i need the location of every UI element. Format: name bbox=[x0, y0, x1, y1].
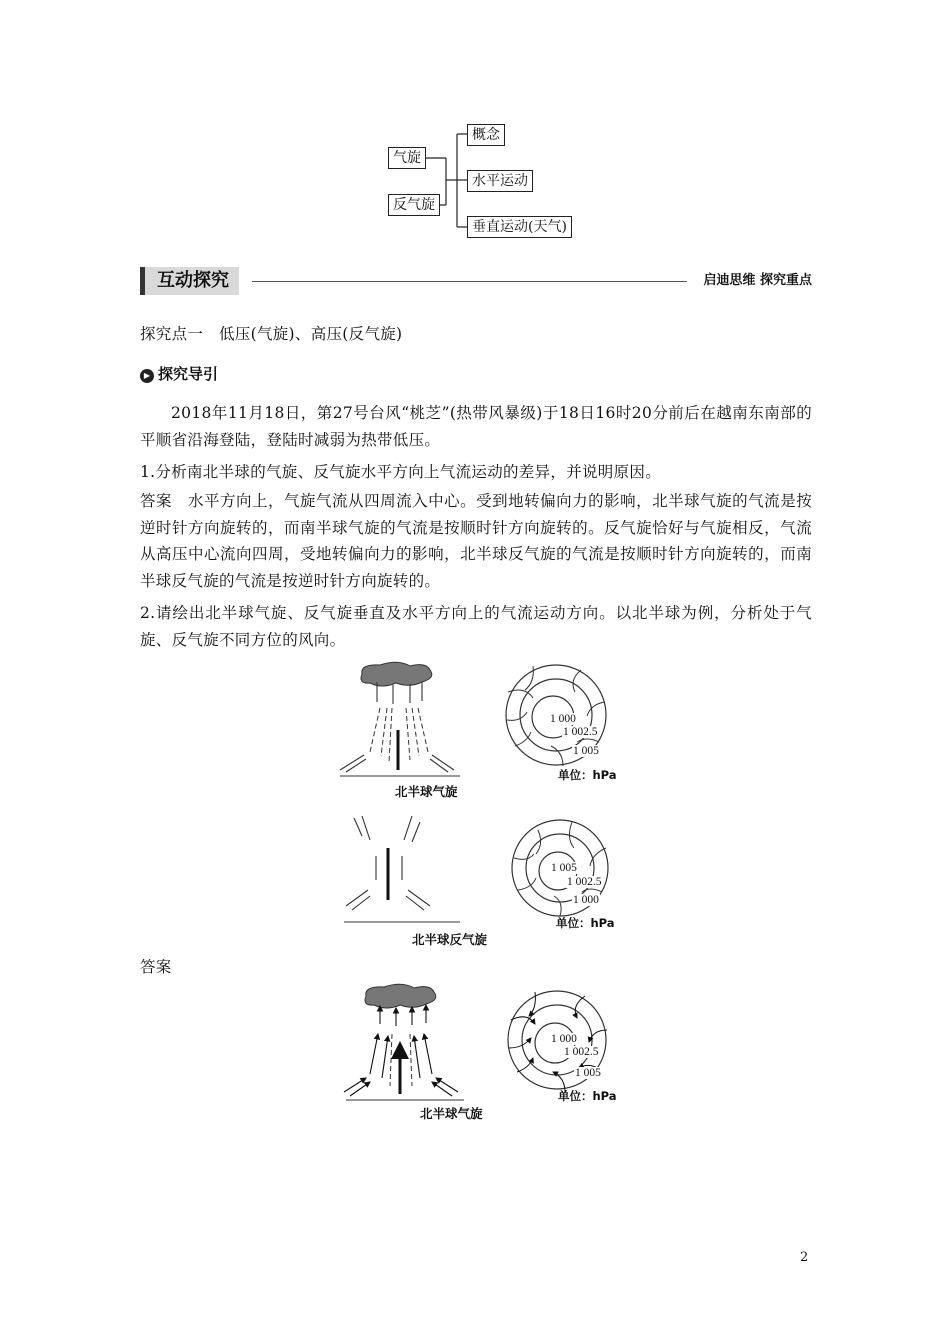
answer-isobar-label-outer: 1 005 bbox=[575, 1067, 601, 1079]
answer-caption: 北半球气旋 bbox=[420, 1106, 483, 1121]
concept-box-horizontal: 水平运动 bbox=[467, 170, 533, 192]
concept-box-concept: 概念 bbox=[467, 124, 505, 146]
intro-paragraph: 2018年11月18日，第27号台风“桃芝”(热带风暴级)于18日16时20分前后在越南东南部的平顺省沿海登陆，登陆时减弱为热带低压。 bbox=[140, 404, 812, 449]
anticyclone-isobar-label-inner: 1 005 bbox=[551, 862, 577, 874]
answer-cloud-shape bbox=[365, 984, 436, 1008]
cyclone-caption: 北半球气旋 bbox=[395, 784, 458, 799]
answer-1: 答案 水平方向上，气旋气流从四周流入中心。受到地转偏向力的影响，北半球气旋的气流是按逆时针方向旋转的，而南半球气旋的气流是按顺时针方向旋转的。反气旋恰好与气旋相反，气流从高压中心流向四周，受地转偏向力的影响，北半球反气旋的气流是按顺时针方向旋转的，而南半球反气旋的气流是按逆时针方向旋转的。 bbox=[140, 492, 812, 590]
answer-label: 答案 bbox=[140, 958, 172, 976]
anticyclone-vertical-diagram bbox=[340, 810, 470, 930]
question-1: 1.分析南北半球的气旋、反气旋水平方向上气流运动的差异，并说明原因。 bbox=[140, 463, 661, 481]
anticyclone-caption: 北半球反气旋 bbox=[412, 932, 488, 947]
concept-box-vertical: 垂直运动(天气) bbox=[467, 216, 572, 238]
guide-heading-label: 探究导引 bbox=[158, 365, 219, 383]
concept-box-cyclone: 气旋 bbox=[388, 147, 426, 169]
section-divider bbox=[252, 281, 687, 282]
page-number: 2 bbox=[800, 1250, 809, 1265]
section-title: 互动探究 bbox=[140, 267, 239, 295]
guide-heading bbox=[140, 364, 218, 384]
answer-unit-label: 单位：hPa bbox=[558, 1089, 617, 1103]
section-header bbox=[140, 267, 812, 295]
anticyclone-isobar-label-outer: 1 000 bbox=[573, 894, 599, 906]
section-subtitle: 启迪思维 探究重点 bbox=[703, 273, 812, 288]
cyclone-unit-label: 单位：hPa bbox=[558, 768, 617, 782]
answer-isobar-label-inner: 1 000 bbox=[551, 1033, 577, 1045]
answer-vertical-diagram bbox=[340, 982, 470, 1102]
cyclone-vertical-diagram bbox=[340, 660, 470, 780]
answer-isobar-label-middle: 1 002.5 bbox=[564, 1046, 599, 1058]
concept-box-anticyclone: 反气旋 bbox=[388, 194, 440, 216]
cyclone-isobar-label-middle: 1 002.5 bbox=[563, 726, 598, 738]
anticyclone-unit-label: 单位：hPa bbox=[556, 916, 615, 930]
point-heading: 探究点一 低压(气旋)、高压(反气旋) bbox=[140, 325, 403, 343]
cloud-shape bbox=[361, 662, 432, 686]
cyclone-isobar-label-inner: 1 000 bbox=[550, 713, 576, 725]
question-2: 2.请绘出北半球气旋、反气旋垂直及水平方向上的气流运动方向。以北半球为例，分析处于气旋、反气旋不同方位的风向。 bbox=[140, 604, 812, 649]
cyclone-isobar-label-outer: 1 005 bbox=[573, 745, 599, 757]
play-icon: ▶ bbox=[140, 369, 154, 383]
anticyclone-isobar-label-middle: 1 002.5 bbox=[567, 876, 602, 888]
